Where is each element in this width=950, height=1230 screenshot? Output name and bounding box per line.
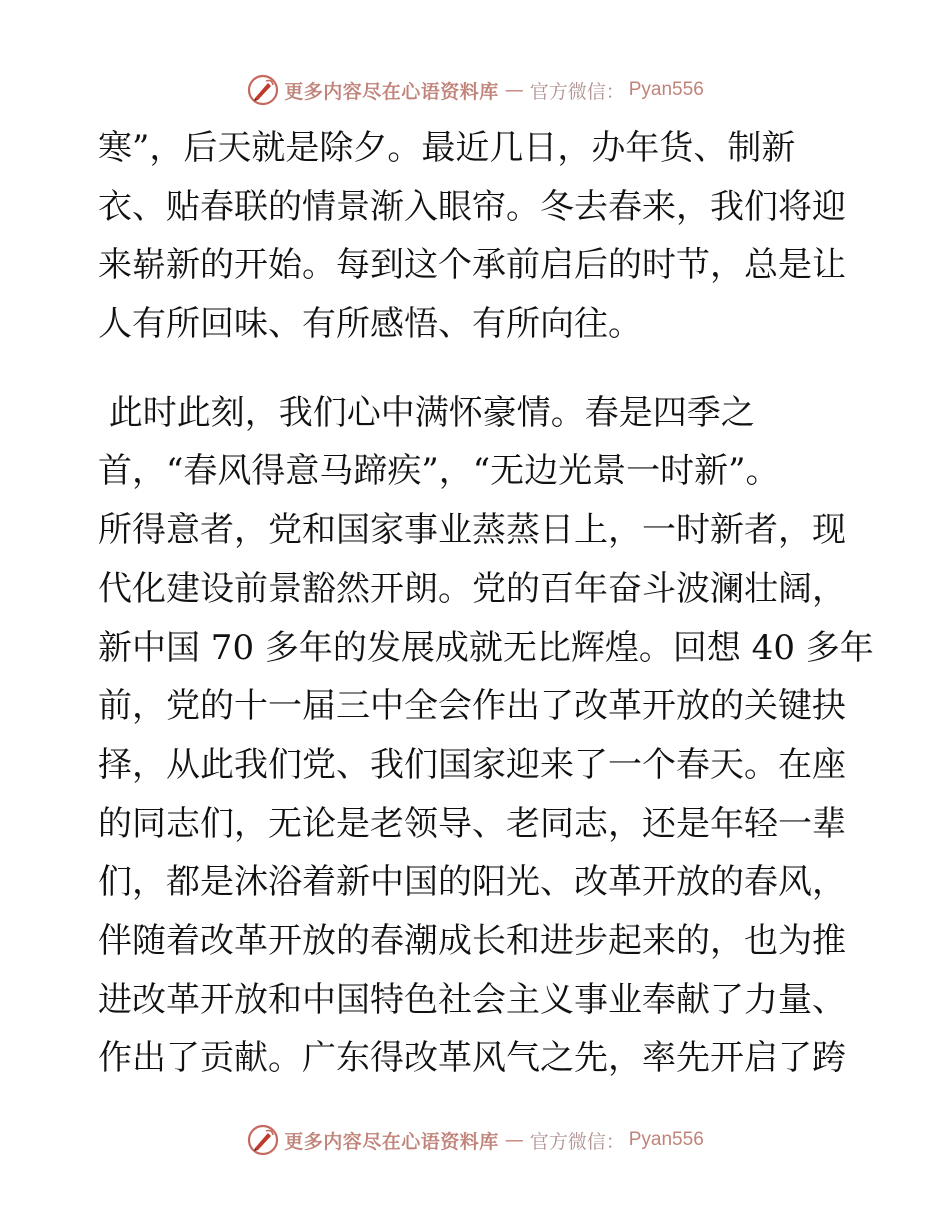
- watermark-label: 官方微信：: [529, 1130, 625, 1153]
- text-line: 的同志们，无论是老领导、老同志，还是年轻一辈: [98, 803, 846, 844]
- text-line: 人有所回味、有所感悟、有所向往。: [98, 304, 642, 345]
- text-line: 伴随着改革开放的春潮成长和进步起来的，也为推: [98, 920, 846, 961]
- text-line: 代化建设前景豁然开朗。党的百年奋斗波澜壮阔，: [98, 568, 846, 609]
- watermark-wechat-id: Pyan556: [628, 79, 704, 100]
- text-line: 来崭新的开始。每到这个承前启后的时节，总是让: [98, 245, 846, 286]
- header-watermark: [0, 72, 950, 108]
- text-line: 衣、贴春联的情景渐入眼帘。冬去春来，我们将迎: [98, 186, 846, 227]
- pen-logo-icon: [246, 73, 280, 107]
- text-line: 首，“春风得意马蹄疾”，“无边光景一时新”。: [98, 451, 780, 492]
- document-body: [98, 119, 874, 1088]
- text-line: 进改革开放和中国特色社会主义事业奉献了力量、: [98, 979, 846, 1020]
- paragraph-1: [98, 119, 858, 354]
- watermark-separator: —: [504, 1129, 524, 1151]
- text-line: 们，都是沐浴着新中国的阳光、改革开放的春风，: [98, 862, 846, 903]
- text-line: 此时此刻，我们心中满怀豪情。春是四季之: [98, 392, 755, 433]
- text-line: 新中国 70 多年的发展成就无比辉煌。回想 40 多年: [98, 627, 874, 668]
- text-line: 作出了贡献。广东得改革风气之先，率先开启了跨: [98, 1038, 846, 1079]
- text-line: 择，从此我们党、我们国家迎来了一个春天。在座: [98, 744, 846, 785]
- watermark: [246, 1123, 704, 1157]
- watermark-wechat-id: Pyan556: [628, 1129, 704, 1150]
- footer-watermark: [0, 1122, 950, 1158]
- text-line: 前，党的十一届三中全会作出了改革开放的关键抉: [98, 686, 846, 727]
- paragraph-spacer: [98, 354, 858, 384]
- watermark-separator: —: [504, 79, 524, 101]
- pen-logo-icon: [246, 1123, 280, 1157]
- watermark-brand: 更多内容尽在心语资料库: [284, 1130, 499, 1153]
- watermark-brand: 更多内容尽在心语资料库: [284, 80, 499, 103]
- watermark-label: 官方微信：: [529, 80, 625, 103]
- watermark: [246, 73, 704, 107]
- text-line: 所得意者，党和国家事业蒸蒸日上，一时新者，现: [98, 510, 846, 551]
- text-line: 寒”，后天就是除夕。最近几日，办年货、制新: [98, 128, 796, 168]
- paragraph-2: [98, 384, 874, 1088]
